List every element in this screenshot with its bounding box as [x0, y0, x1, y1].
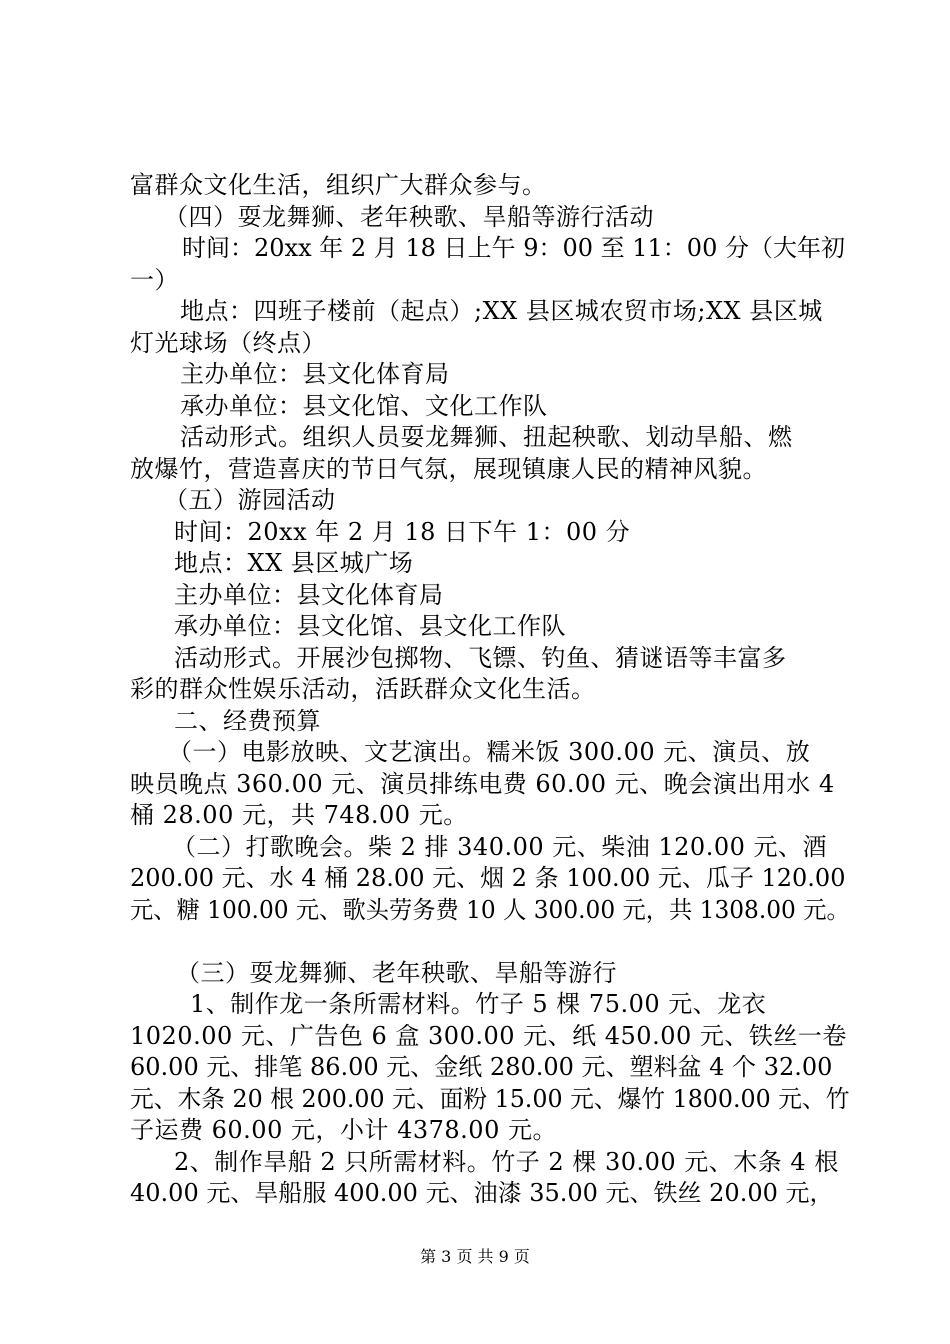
text-line: 地点：XX 县区城广场	[174, 549, 414, 577]
text-line: 元、木条 20 根 200.00 元、面粉 15.00 元、爆竹 1800.00 元、竹	[130, 1084, 850, 1113]
text-line: 2、制作旱船 2 只所需材料。竹子 2 棵 30.00 元、木条 4 根	[174, 1147, 839, 1176]
text-line: 时间：20xx 年 2 月 18 日上午 9：00 至 11：00 分（大年初	[182, 234, 845, 262]
text-line: （五）游园活动	[164, 486, 336, 514]
text-line: 主办单位：县文化体育局	[180, 360, 450, 388]
text-line: 子运费 60.00 元，小计 4378.00 元。	[130, 1116, 557, 1144]
text-line: 60.00 元、排笔 86.00 元、金纸 280.00 元、塑料盆 4 个 32.00	[130, 1053, 833, 1081]
text-line: 桶 28.00 元，共 748.00 元。	[130, 801, 468, 829]
page-footer: 第 3 页 共 9 页	[420, 1247, 530, 1266]
text-line: （二）打歌晚会。柴 2 排 340.00 元、柴油 120.00 元、酒	[172, 832, 827, 861]
text-line: 地点：四班子楼前（起点）;XX 县区城农贸市场;XX 县区城	[180, 297, 823, 325]
text-line: 承办单位：县文化馆、文化工作队	[180, 391, 548, 420]
text-line: 映员晚点 360.00 元、演员排练电费 60.00 元、晚会演出用水 4	[130, 769, 835, 798]
text-line: （四）耍龙舞狮、老年秧歌、旱船等游行活动	[164, 202, 654, 231]
text-line: 一）	[130, 265, 179, 294]
text-line: 时间：20xx 年 2 月 18 日下午 1：00 分	[174, 517, 631, 546]
text-line: 放爆竹，营造喜庆的节日气氛，展现镇康人民的精神风貌。	[130, 454, 767, 483]
document-body	[130, 170, 850, 1210]
text-line: 富群众文化生活，组织广大群众参与。	[130, 171, 547, 199]
text-line: 200.00 元、水 4 桶 28.00 元、烟 2 条 100.00 元、瓜子 120.00	[130, 864, 846, 892]
text-line: 二、经费预算	[174, 706, 321, 735]
text-line: 40.00 元、旱船服 400.00 元、油漆 35.00 元、铁丝 20.00 元，	[130, 1179, 834, 1207]
text-line: （三）耍龙舞狮、老年秧歌、旱船等游行	[176, 958, 617, 987]
text-line: 1、制作龙一条所需材料。竹子 5 棵 75.00 元、龙衣	[190, 990, 767, 1018]
text-line: 主办单位：县文化体育局	[174, 580, 444, 609]
text-line: 灯光球场（终点）	[130, 328, 326, 357]
text-line: 元、糖 100.00 元、歌头劳务费 10 人 300.00 元，共 1308.00 元。	[130, 895, 850, 924]
text-line: 1020.00 元、广告色 6 盒 300.00 元、纸 450.00 元、铁丝一卷	[130, 1021, 847, 1050]
text-line: （一）电影放映、文艺演出。糯米饭 300.00 元、演员、放	[168, 738, 811, 766]
text-line: 彩的群众性娱乐活动，活跃群众文化生活。	[130, 675, 596, 703]
text-line: 活动形式。组织人员耍龙舞狮、扭起秧歌、划动旱船、燃	[180, 423, 793, 451]
blank-line	[130, 926, 850, 958]
text-line: 承办单位：县文化馆、县文化工作队	[174, 612, 566, 640]
text-line: 活动形式。开展沙包掷物、飞镖、钓鱼、猜谜语等丰富多	[174, 643, 787, 672]
